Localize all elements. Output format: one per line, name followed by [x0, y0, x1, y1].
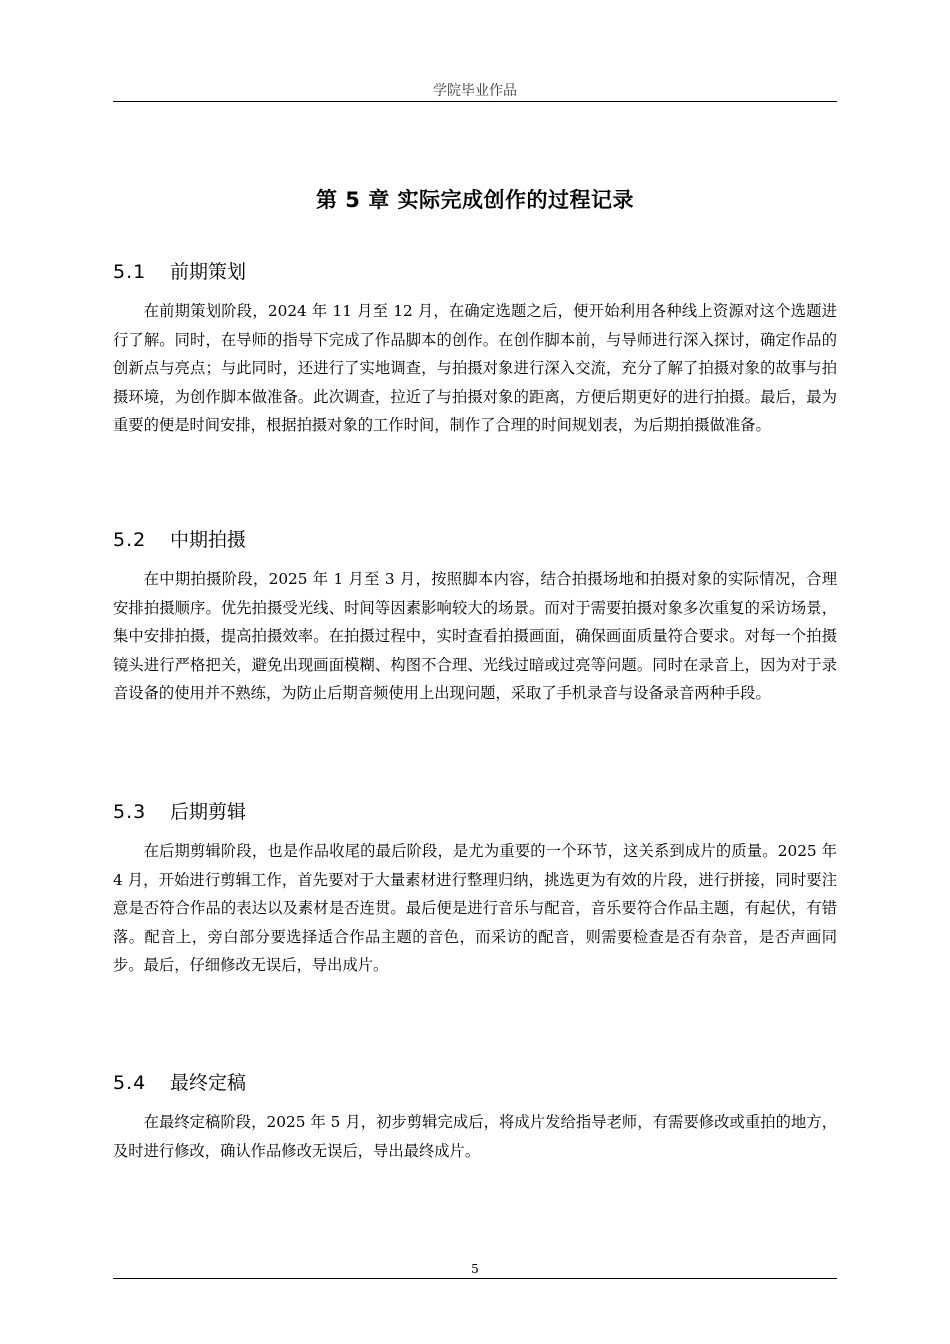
- section-5-4: [113, 1069, 837, 1165]
- section-paragraph: 在最终定稿阶段，2025 年 5 月，初步剪辑完成后，将成片发给指导老师，有需要修改或重拍的地方，及时进行修改，确认作品修改无误后，导出最终成片。: [113, 1113, 837, 1160]
- section-title: 中期拍摄: [170, 529, 247, 551]
- section-heading: [113, 526, 837, 554]
- section-number: 5.4: [113, 1072, 147, 1094]
- section-title: 最终定稿: [170, 1072, 247, 1094]
- section-heading: [113, 798, 837, 826]
- section-paragraph: 在中期拍摄阶段，2025 年 1 月至 3 月，按照脚本内容，结合拍摄场地和拍摄对象的实际情况，合理安排拍摄顺序。优先拍摄受光线、时间等因素影响较大的场景。而对于需要拍摄对象多次重复的采访场景，集中安排拍摄，提高拍摄效率。在拍摄过程中，实时查看拍摄画面，确保画面质量符合要求。对每一个拍摄镜头进行严格把关，避免出现画面模糊、构图不合理、光线过暗或过亮等问题。同时在录音上，因为对于录音设备的使用并不熟练，为防止后期音频使用上出现问题，采取了手机录音与设备录音两种手段。: [113, 570, 837, 702]
- section-number: 5.2: [113, 529, 147, 551]
- section-5-2: [113, 526, 837, 708]
- section-5-1: [113, 258, 837, 440]
- section-number: 5.3: [113, 801, 147, 823]
- section-paragraph: 在前期策划阶段，2024 年 11 月至 12 月，在确定选题之后，便开始利用各种线上资源对这个选题进行了解。同时，在导师的指导下完成了作品脚本的创作。在创作脚本前，与导师进行深入探讨，确定作品的创新点与亮点；与此同时，还进行了实地调查，与拍摄对象进行深入交流，充分了解了拍摄对象的故事与拍摄环境，为创作脚本做准备。此次调查，拉近了与拍摄对象的距离，方便后期更好的进行拍摄。最后，最为重要的便是时间安排，根据拍摄对象的工作时间，制作了合理的时间规划表，为后期拍摄做准备。: [113, 302, 837, 434]
- section-heading: [113, 1069, 837, 1097]
- header-divider: [113, 101, 837, 102]
- chapter-title: 第 5 章 实际完成创作的过程记录: [315, 188, 635, 212]
- section-title: 前期策划: [170, 261, 247, 283]
- running-header: 学院毕业作品: [433, 83, 517, 99]
- section-number: 5.1: [113, 261, 147, 283]
- section-paragraph: 在后期剪辑阶段，也是作品收尾的最后阶段，是尤为重要的一个环节，这关系到成片的质量。2025 年 4 月，开始进行剪辑工作，首先要对于大量素材进行整理归纳，挑选更为有效的片段，进行拼接，同时要注意是否符合作品的表达以及素材是否连贯。最后便是进行音乐与配音，音乐要符合作品主题，有起伏，有错落。配音上，旁白部分要选择适合作品主题的音色，而采访的配音，则需要检查是否有杂音，是否声画同步。最后，仔细修改无误后，导出成片。: [113, 842, 837, 974]
- page-number: 5: [471, 1262, 479, 1276]
- section-title: 后期剪辑: [170, 801, 247, 823]
- footer-divider: [113, 1278, 837, 1279]
- section-heading: [113, 258, 837, 286]
- section-5-3: [113, 798, 837, 980]
